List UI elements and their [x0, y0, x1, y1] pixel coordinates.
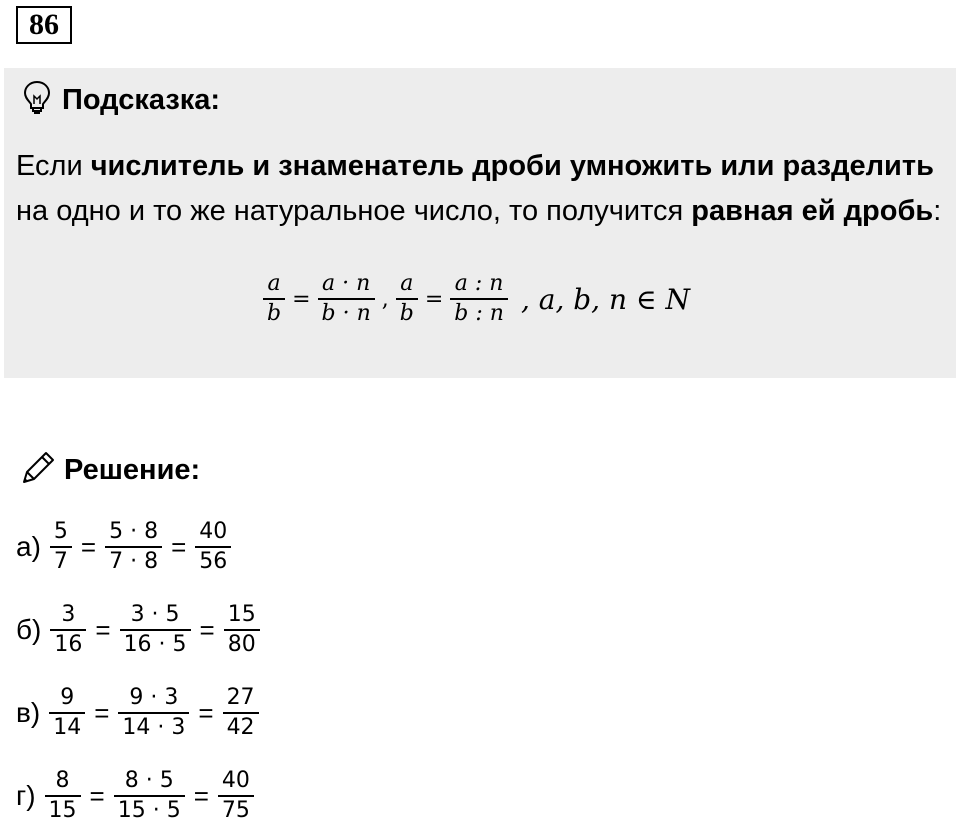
fraction	[50, 518, 72, 576]
solution-header	[18, 448, 200, 493]
equals-sign: =	[95, 614, 111, 645]
hint-text-bold: равная ей дробь	[691, 195, 934, 227]
denominator: 80	[227, 632, 256, 657]
numerator: 5 · 8	[109, 519, 159, 544]
solution-title: Решение:	[64, 454, 201, 486]
hint-text-part: Если	[16, 150, 91, 182]
fraction	[50, 601, 86, 659]
equals-sign: =	[171, 531, 187, 562]
denominator: 7	[53, 549, 68, 574]
lightbulb-icon	[22, 80, 52, 121]
numerator: a	[400, 271, 414, 296]
hint-text	[16, 144, 946, 234]
equals-sign: =	[424, 286, 444, 312]
numerator: 15	[227, 602, 256, 627]
equals-sign: =	[193, 780, 209, 811]
hint-formula	[260, 270, 690, 328]
denominator: 16 · 5	[123, 632, 187, 657]
fraction	[318, 270, 375, 328]
denominator: b · n	[321, 301, 371, 326]
equals-sign: =	[198, 697, 214, 728]
numerator: a : n	[454, 271, 504, 296]
numerator: 9 · 3	[129, 685, 179, 710]
numerator: 5	[53, 519, 68, 544]
equals-sign: =	[292, 286, 311, 312]
equals-sign: =	[80, 531, 97, 562]
denominator: 15 · 5	[117, 798, 181, 823]
hint-text-bold: числитель и знаменатель дроби умножить или разделить	[90, 150, 934, 182]
denominator: 7 · 8	[109, 549, 159, 574]
fraction	[396, 270, 418, 328]
row-label: а)	[16, 531, 41, 562]
numerator: 40	[221, 768, 250, 793]
hint-title: Подсказка:	[62, 84, 221, 116]
denominator: 16	[54, 632, 83, 657]
task-number: 86	[16, 6, 72, 44]
denominator: 14	[53, 715, 82, 740]
denominator: b : n	[454, 301, 504, 326]
pencil-icon	[18, 448, 58, 493]
fraction	[224, 601, 260, 659]
denominator: 14 · 3	[122, 715, 186, 740]
fraction	[45, 767, 81, 825]
numerator: a	[267, 271, 281, 296]
solution-row-g	[16, 767, 257, 825]
numerator: 40	[199, 519, 228, 544]
fraction	[223, 684, 259, 742]
numerator: 3 · 5	[130, 602, 180, 627]
fraction	[120, 601, 191, 659]
formula-condition: , a, b, n ∈ N	[520, 282, 691, 316]
numerator: 27	[226, 685, 255, 710]
row-label: в)	[16, 697, 41, 728]
equals-sign: =	[199, 614, 215, 645]
fraction	[450, 270, 508, 328]
hint-text-part: на одно и то же натуральное число, то получится	[16, 195, 692, 227]
row-label: г)	[16, 780, 36, 811]
fraction	[263, 270, 285, 328]
fraction	[218, 767, 254, 825]
equals-sign: =	[89, 780, 105, 811]
denominator: 56	[199, 549, 228, 574]
fraction	[114, 767, 185, 825]
fraction	[49, 684, 85, 742]
numerator: 9	[60, 685, 75, 710]
separator: ,	[381, 286, 389, 312]
numerator: 8 · 5	[124, 768, 174, 793]
solution-row-a	[16, 518, 234, 576]
fraction	[105, 518, 162, 576]
denominator: 42	[226, 715, 255, 740]
hint-text-part: :	[933, 195, 942, 227]
denominator: 15	[48, 798, 77, 823]
equals-sign: =	[94, 697, 110, 728]
numerator: a · n	[322, 271, 371, 296]
row-label: б)	[16, 614, 42, 645]
fraction	[118, 684, 189, 742]
hint-box	[4, 68, 956, 378]
numerator: 8	[55, 768, 70, 793]
solution-row-b	[16, 601, 263, 659]
denominator: b	[267, 301, 282, 326]
denominator: 75	[221, 798, 250, 823]
fraction	[195, 518, 231, 576]
hint-header	[22, 80, 220, 121]
denominator: b	[399, 301, 414, 326]
solution-row-v	[16, 684, 262, 742]
numerator: 3	[61, 602, 76, 627]
